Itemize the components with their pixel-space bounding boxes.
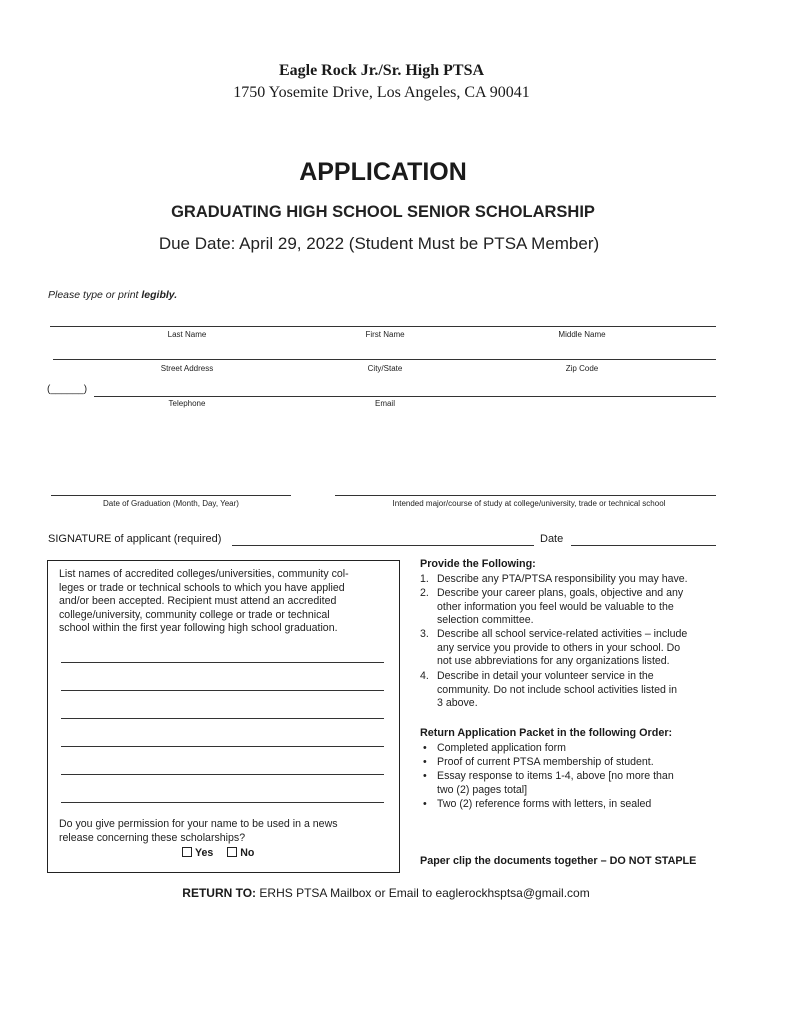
provide-item (420, 670, 720, 712)
colleges-box (47, 560, 400, 873)
first-name-label: First Name (365, 330, 405, 339)
return-item (420, 742, 720, 756)
address-line[interactable] (53, 359, 716, 360)
signature-label: SIGNATURE of applicant (required) (48, 533, 222, 545)
major-line[interactable] (335, 495, 716, 496)
item-text (437, 770, 674, 797)
college-entry-line[interactable] (61, 802, 384, 803)
item-line: Describe any PTA/PTSA responsibility you may have. (437, 573, 688, 585)
permission-line: Do you give permission for your name to be used in a news (59, 818, 338, 830)
city-state-label: City/State (367, 364, 403, 373)
return-to (0, 886, 772, 900)
email-label: Email (374, 399, 395, 408)
colleges-text-line: leges or trade or technical schools to which you have applied (59, 581, 345, 594)
item-line: Describe all school service-related activities – include (437, 628, 688, 640)
street-label: Street Address (160, 364, 214, 373)
bullet-icon: • (423, 798, 427, 810)
due-date: Due Date: April 29, 2022 (Student Must be PTSA Member) (158, 234, 600, 253)
middle-name-label: Middle Name (558, 330, 606, 339)
colleges-text-line: school within the first year following high school graduation. (59, 622, 338, 634)
item-line: not use abbreviations for any organizations listed. (437, 655, 670, 668)
item-number: 4. (420, 670, 429, 682)
item-line: community. Do not include school activities listed in (437, 683, 678, 696)
item-text (437, 756, 654, 770)
provide-item (420, 587, 720, 629)
return-item (420, 770, 720, 798)
major-label: Intended major/course of study at college/university, trade or technical school (392, 499, 666, 508)
college-entry-line[interactable] (61, 774, 384, 775)
org-address: 1750 Yosemite Drive, Los Angeles, CA 90041 (233, 84, 530, 101)
instruction-prefix: Please type or print (48, 289, 142, 301)
name-line[interactable] (50, 326, 716, 327)
colleges-text-line: List names of accredited colleges/universities, community col- (59, 568, 349, 580)
return-order-heading: Return Application Packet in the following Order: (420, 727, 673, 739)
bullet-icon: • (423, 756, 427, 768)
colleges-text-line: and/or been accepted. Recipient must attend an accredited (59, 595, 337, 607)
item-line: selection committee. (437, 614, 534, 627)
item-line: 3 above. (437, 697, 478, 710)
college-entry-line[interactable] (61, 690, 384, 691)
item-text (437, 587, 683, 628)
phone-email-line[interactable] (94, 396, 716, 397)
page-title: APPLICATION (299, 158, 467, 186)
no-checkbox[interactable] (227, 847, 237, 857)
permission-question (59, 818, 394, 845)
item-text (437, 798, 651, 812)
yes-option[interactable] (182, 847, 213, 859)
grad-date-label: Date of Graduation (Month, Day, Year) (103, 499, 239, 508)
zip-label: Zip Code (565, 364, 599, 373)
date-label: Date (540, 533, 564, 545)
return-item (420, 798, 720, 812)
paper-clip-note: Paper clip the documents together – DO NOT STAPLE (420, 855, 697, 867)
item-line: other information you feel would be valuable to the (437, 600, 674, 613)
page-subtitle: GRADUATING HIGH SCHOOL SENIOR SCHOLARSHIP (171, 203, 595, 221)
item-number: 2. (420, 587, 429, 599)
return-item (420, 756, 720, 770)
item-number: 1. (420, 573, 429, 585)
item-line: Two (2) reference forms with letters, in sealed (437, 798, 652, 810)
org-name: Eagle Rock Jr./Sr. High PTSA (278, 62, 485, 79)
bullet-icon: • (423, 742, 427, 754)
instruction-emphasis: legibly. (141, 289, 178, 301)
item-number: 3. (420, 628, 429, 640)
instruction-text (48, 289, 177, 301)
item-line: Essay response to items 1-4, above [no more than (437, 770, 674, 782)
item-line: Proof of current PTSA membership of student. (437, 756, 654, 768)
item-text (437, 573, 688, 587)
grad-date-line[interactable] (51, 495, 291, 496)
college-entry-line[interactable] (61, 662, 384, 663)
provide-item (420, 573, 720, 587)
provide-heading: Provide the Following: (420, 558, 536, 570)
item-text (437, 742, 566, 756)
phone-prefix: (______) (47, 384, 88, 395)
return-to-label: RETURN TO: (182, 886, 257, 900)
item-line: two (2) pages total] (437, 783, 528, 796)
provide-item (420, 628, 720, 670)
date-line[interactable] (571, 545, 716, 546)
yes-label: Yes (195, 847, 214, 859)
item-text (437, 628, 687, 669)
signature-line[interactable] (232, 545, 534, 546)
item-line: Completed application form (437, 742, 566, 754)
item-line: Describe your career plans, goals, objective and any (437, 587, 684, 599)
permission-line: release concerning these scholarships? (59, 831, 246, 844)
no-label: No (240, 847, 255, 859)
item-text (437, 670, 677, 711)
no-option[interactable] (227, 847, 254, 859)
colleges-text-line: college/university, community college or trade or technical (59, 608, 330, 621)
bullet-icon: • (423, 770, 427, 782)
college-entry-line[interactable] (61, 718, 384, 719)
return-to-text: ERHS PTSA Mailbox or Email to eaglerockhsptsa@gmail.com (256, 886, 590, 900)
college-entry-line[interactable] (61, 746, 384, 747)
telephone-label: Telephone (168, 399, 206, 408)
yes-checkbox[interactable] (182, 847, 192, 857)
last-name-label: Last Name (167, 330, 207, 339)
item-line: Describe in detail your volunteer service in the (437, 670, 654, 682)
item-line: any service you provide to others in your school. Do (437, 641, 681, 654)
permission-options (182, 847, 254, 859)
colleges-instructions (59, 568, 394, 636)
